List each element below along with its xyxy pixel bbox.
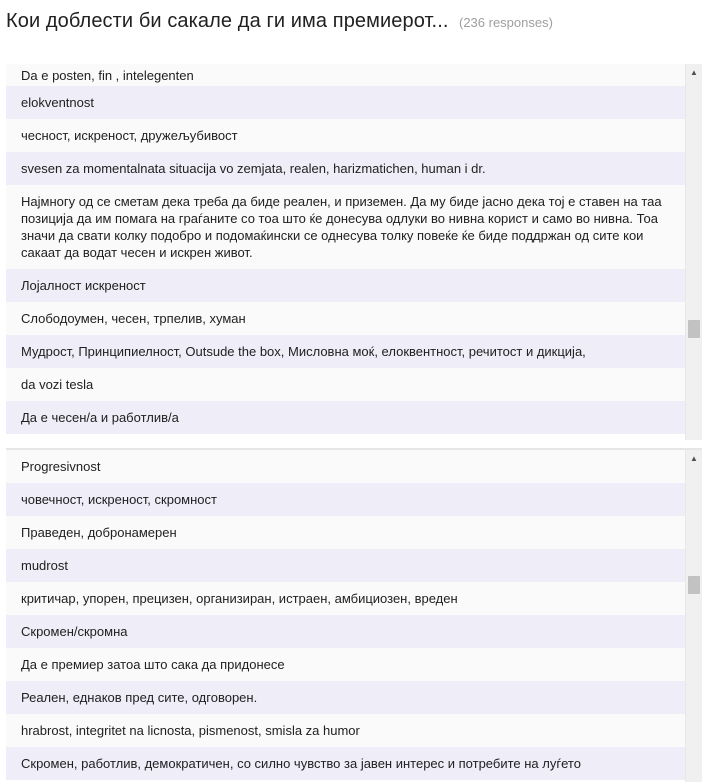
response-row: svesen za momentalnata situacija vo zemjata, realen, harizmatichen, human i dr. [6,152,685,185]
scrollbar-2[interactable] [685,450,702,782]
response-row: Da e posten, fin , intelegenten [6,64,685,86]
response-row: чесност, искреност, дружељубивост [6,119,685,152]
response-row: човечност, искреност, скромност [6,483,685,516]
response-row: Мудрост, Принципиелност, Outsude the box, Мисловна моќ, елоквентност, речитост и дикција, [6,335,685,368]
response-row: Progresivnost [6,450,685,483]
scroll-thumb-1[interactable] [688,320,700,338]
scrollbar-1[interactable] [685,64,702,440]
response-row: Скромен/скромна [6,615,685,648]
response-row: Лојалност искреност [6,269,685,302]
response-row: критичар, упорен, прецизен, организиран, истраен, амбициозен, вреден [6,582,685,615]
response-row: Најмногу од се сметам дека треба да биде реален, и приземен. Да му биде јасно дека тој е ставен на таа позиција да им помага на граѓаните со тоа што ќе донесува одлуки во нивна корист и само во нивна. Тоа значи да свати колку подобро и подомаќински се однесува толку повеќе ќе биде поддржан од сите кои сакаат да водат чесен и искрен живот. [6,185,685,269]
scroll-thumb-2[interactable] [688,576,700,594]
response-row: elokventnost [6,86,685,119]
responses-panel-2[interactable] [6,448,702,782]
question-title: Кои доблести би сакале да ги има премиерот... [6,10,449,32]
question-header [6,10,553,38]
responses-list-2 [6,450,685,780]
response-row: da vozi tesla [6,368,685,401]
response-row: Скромен, работлив, демократичен, со силно чувство за јавен интерес и потребите на луѓето [6,747,685,780]
response-row: Праведен, добронамерен [6,516,685,549]
scroll-up-arrow-icon[interactable]: ▲ [690,68,698,77]
responses-panel-1[interactable] [6,64,702,440]
response-row: Да е премиер затоа што сака да придонесе [6,648,685,681]
response-row: Реален, еднаков пред сите, одговорен. [6,681,685,714]
responses-list-1 [6,64,685,434]
response-count: (236 responses) [458,15,553,30]
response-row: mudrost [6,549,685,582]
response-row: Да е чесен/а и работлив/а [6,401,685,434]
response-row: hrabrost, integritet na licnosta, pismenost, smisla za humor [6,714,685,747]
scroll-up-arrow-icon[interactable]: ▲ [690,454,698,463]
response-row: Слободоумен, чесен, трпелив, хуман [6,302,685,335]
